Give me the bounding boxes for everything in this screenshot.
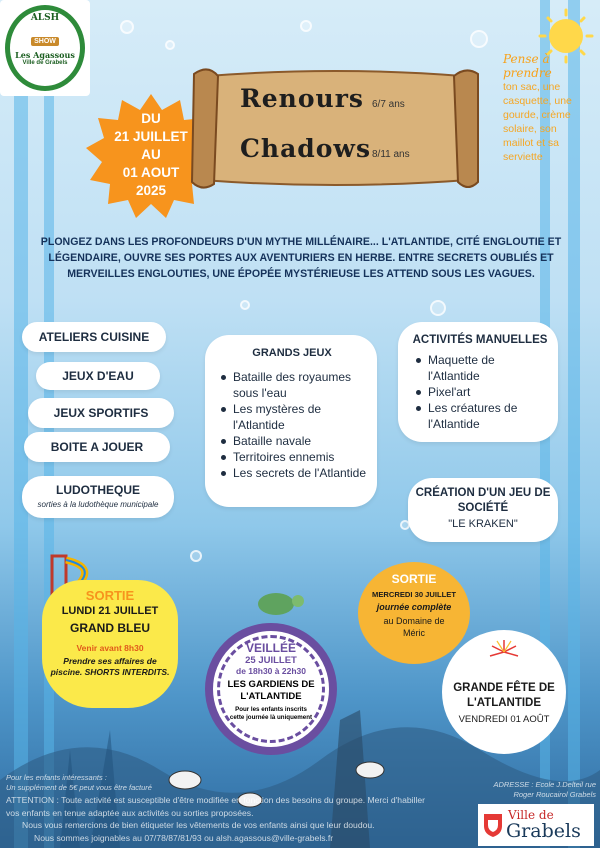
- group-age: 6/7 ans: [372, 99, 405, 110]
- grands-jeux-card: [205, 335, 377, 507]
- turtle-icon: [246, 586, 306, 622]
- group-age: 8/11 ans: [372, 149, 410, 160]
- date-start: 21 JUILLET: [114, 129, 188, 144]
- footer-note-1: Pour les enfants intéressants :: [6, 773, 107, 782]
- ville-label: Ville de: [508, 808, 554, 822]
- sortie-note: journée complète: [376, 602, 452, 612]
- sortie-note: Prendre ses affaires de piscine. SHORTS INTERDITS.: [50, 656, 170, 677]
- activity-pill: BOITE A JOUER: [24, 432, 170, 462]
- veillee-note: Pour les enfants inscrits cette journée là uniquement: [229, 706, 313, 721]
- sortie-grand-bleu: [42, 580, 178, 708]
- alsh-logo: [0, 0, 90, 96]
- sortie-place: au Domaine de Méric: [383, 616, 445, 638]
- activites-manuelles-card: [398, 322, 558, 442]
- bring-text: ton sac, une casquette, une gourde, crème solaire, son maillot et sa serviette: [503, 81, 572, 163]
- sortie-place: GRAND BLEU: [70, 621, 150, 635]
- manuelles-list: [412, 352, 548, 432]
- footer-note-2: Un supplément de 5€ peut vous être facturé: [6, 783, 152, 792]
- list-item: Maquette de l'Atlantide: [412, 352, 548, 384]
- group-renours: [240, 84, 450, 113]
- bring-title: Pense à prendre: [503, 52, 552, 80]
- creation-subtitle: "LE KRAKEN": [448, 518, 518, 530]
- sortie-date: LUNDI 21 JUILLET: [61, 605, 159, 617]
- fete-date: VENDREDI 01 AOÛT: [458, 714, 550, 725]
- ludotheque-title: LUDOTHEQUE: [56, 483, 140, 497]
- shield-icon: [482, 812, 504, 838]
- footer-attention: ATTENTION : Toute activité est susceptible d'être modifiée en fonction des besoins du groupe. Merci d'habiller vos enfants en tenue adaptée aux activités ou sorties proposées.: [6, 795, 426, 818]
- activity-pill: JEUX SPORTIFS: [28, 398, 174, 428]
- creation-title: CRÉATION D'UN JEU DE SOCIÉTÉ: [415, 487, 551, 514]
- list-item: Les créatures de l'Atlantide: [412, 400, 548, 432]
- ludotheque-card: [22, 476, 174, 518]
- sortie-arrive: Venir avant 8h30: [76, 643, 144, 653]
- veillee-label: VEILLÉE: [245, 641, 296, 655]
- logo-city: Ville de Grabels: [22, 59, 68, 66]
- footer-labels: Nous vous remercions de bien étiqueter les vêtements de vos enfants ainsi que leur doudou.: [22, 820, 375, 830]
- logo-top-text: ALSH: [30, 13, 60, 23]
- activity-pill: ATELIERS CUISINE: [22, 322, 166, 352]
- ville-grabels-logo: [478, 804, 594, 846]
- group-chadows: [240, 134, 450, 163]
- veillee-title: LES GARDIENS DE L'ATLANTIDE: [227, 679, 315, 702]
- logo-name: Les Agassous: [15, 49, 75, 60]
- logo-badge: SHOW: [31, 37, 59, 46]
- grabels-label: Grabels: [506, 820, 581, 842]
- veillee-badge: [205, 623, 337, 755]
- list-item: Les mystères de l'Atlantide: [217, 401, 367, 433]
- manuelles-title: ACTIVITÉS MANUELLES: [412, 334, 548, 346]
- grande-fete-badge: [442, 630, 566, 754]
- veillee-date: 25 JUILLET: [245, 655, 297, 666]
- veillee-time: de 18h30 à 22h30: [236, 666, 306, 676]
- list-item: Les secrets de l'Atlantide: [217, 465, 367, 481]
- date-year: 2025: [135, 183, 167, 198]
- list-item: Bataille navale: [217, 433, 367, 449]
- footer: [0, 770, 600, 848]
- group-name: Renours: [240, 84, 364, 113]
- date-du: DU: [141, 111, 161, 126]
- activity-pill: JEUX D'EAU: [36, 362, 160, 390]
- sortie-label: SORTIE: [391, 572, 437, 586]
- firework-icon: [484, 638, 524, 666]
- ludotheque-subtitle: sorties à la ludothèque municipale: [37, 500, 159, 509]
- grands-jeux-list: [217, 369, 367, 481]
- group-name: Chadows: [240, 134, 372, 163]
- list-item: Pixel'art: [412, 384, 548, 400]
- date-end: 01 AOUT: [122, 165, 180, 180]
- grands-jeux-title: GRANDS JEUX: [252, 347, 332, 359]
- bring-list: [503, 52, 575, 164]
- date-au: AU: [141, 147, 161, 162]
- list-item: Territoires ennemis: [217, 449, 367, 465]
- footer-address: ADRESSE : Ecole J.Delteil rue Roger Roucairol Grabels: [493, 780, 596, 799]
- sortie-label: SORTIE: [85, 588, 135, 603]
- veillee-content: [213, 641, 329, 722]
- sortie-date: MERCREDI 30 JUILLET: [372, 590, 456, 599]
- fete-title: GRANDE FÊTE DE L'ATLANTIDE: [453, 682, 555, 709]
- footer-contact: Nous sommes joignables au 07/78/87/81/93 ou alsh.agassous@ville-grabels.fr: [34, 833, 334, 843]
- creation-jeu-card: [408, 478, 558, 542]
- intro-text: PLONGEZ DANS LES PROFONDEURS D'UN MYTHE MILLÉNAIRE... L'ATLANTIDE, CITÉ ENGLOUTIE ET LÉGENDAIRE, OUVRE SES PORTES AUX AVENTURIERS EN HERBE. ENTRE SECRETS OUBLIÉS ET MERVEILLES ENGLOUTIES, UNE ÉPOPÉE MYSTÉRIEUSE LES ATTEND SOUS LES VAGUES.: [40, 236, 562, 280]
- list-item: Bataille des royaumes sous l'eau: [217, 369, 367, 401]
